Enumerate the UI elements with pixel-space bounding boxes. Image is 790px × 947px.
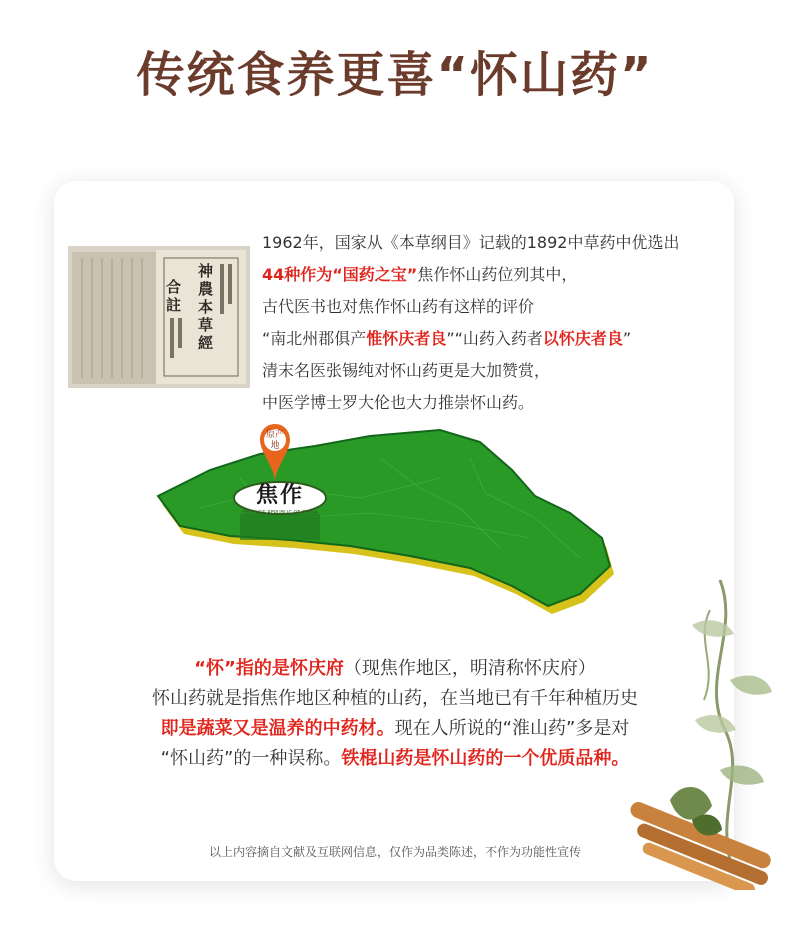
intro-text: “南北州郡俱产 [262,329,367,348]
book-title: 神農本草經 [198,262,214,352]
desc-text: “怀山药”的一种误称。 [160,748,342,769]
intro-text: 清末名医张锡纯对怀山药更是大加赞赏， [262,361,551,380]
desc-highlight-text: 即是蔬菜又是温养的中药材。 [160,718,395,739]
intro-line [262,291,722,323]
intro-text: ”“山药入药者 [446,329,543,348]
intro-text: 古代医书也对焦作怀山药有这样的评价 [262,297,535,316]
intro-line [262,387,722,419]
page-title: 传统食养更喜“怀山药” [136,47,654,103]
intro-text: ” [622,329,632,348]
intro-highlight-text: 44种作为“国药之宝” [262,265,418,284]
yam-plant-illustration [600,570,790,890]
book-title-annotation: 合註 [166,278,182,314]
city-name: 焦作 [255,483,304,508]
intro-text: 1962年，国家从《本草纲目》记载的1892中草药中优选出 [262,233,680,252]
desc-text: 现在人所说的“淮山药”多是对 [394,718,630,739]
intro-paragraph [262,227,722,419]
pin-label: 原产地 [265,430,284,451]
intro-highlight-text: 惟怀庆者良 [366,329,447,348]
ancient-book-image [68,246,250,388]
desc-text: （现焦作地区，明清称怀庆府） [343,658,596,679]
intro-text: 中医学博士罗大伦也大力推崇怀山药。 [262,393,535,412]
intro-line [262,259,722,291]
intro-highlight-text: 以怀庆者良 [542,329,623,348]
intro-line [262,227,722,259]
intro-text: 焦作怀山药位列其中， [417,265,578,284]
city-subtitle: PEOPLE'S REPUBLIC OF CHINA [242,510,318,516]
desc-highlight-text: 铁棍山药是怀山药的一个优质品种。 [341,748,630,769]
intro-line [262,323,722,355]
disclaimer-note: 以上内容摘自文献及互联网信息，仅作为品类陈述，不作为功能性宣传 [208,845,581,859]
henan-map-image [140,418,640,618]
desc-text: 怀山药就是指焦作地区种植的山药，在当地已有千年种植历史 [152,688,638,709]
desc-highlight-text: “怀”指的是怀庆府 [194,658,344,679]
intro-line [262,355,722,387]
